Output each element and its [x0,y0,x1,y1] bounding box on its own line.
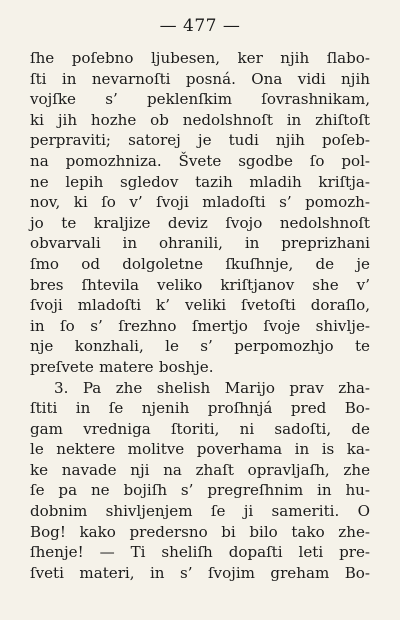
text-line: nje konzhali, le s’ perpomozhjo te [30,337,370,356]
text-line: jo te kraljize deviz ſvojo nedolshnoſt [30,213,370,232]
text-line: ne lepih sgledov tazih mladih kriſtja- [30,172,370,191]
text-line: gam vredniga ſtoriti, ni sadoſti, de [30,419,370,438]
text-line: preſvete matere boshje. [30,357,214,376]
text-line: na pomozhniza. Švete sgodbe ſo pol- [30,151,370,170]
text-line: ſti in nevarnoſti posná. Ona vidi njih [30,69,370,88]
text-line: bres ſhtevila veliko kriſtjanov she v’ [30,275,370,294]
text-line: in ſo s’ ſrezhno ſmertjo ſvoje shivlje- [30,316,370,335]
text-line: ſtiti in ſe njenih proſhnjá pred Bo- [30,399,370,418]
body-text [30,48,370,583]
text-line: perpraviti; satorej je tudi njih poſeb- [30,131,370,150]
text-line: ki jih hozhe ob nedolshnoſt in zhiſtoſt [30,110,370,129]
text-line: ſhe poſebno ljubesen, ker njih ſlabo- [30,49,370,67]
text-line: dobnim shivljenjem ſe ji sameriti. O [30,502,370,521]
text-line: obvarvali in ohranili, in preprizhani [30,234,370,253]
text-line: ſvoji mladoſti k’ veliki ſvetoſti doraſlo, [30,296,370,315]
text-line: nov, ki ſo v’ ſvoji mladoſti s’ pomozh- [30,193,370,212]
text-line: vojſke s’ peklenſkim ſovrashnikam, [30,90,370,109]
text-line: ſmo od dolgoletne ſkuſhnje, de je [30,254,370,273]
text-line: 3. Pa zhe shelish Marijo prav zha- [54,378,370,397]
text-line: ſveti materi, in s’ ſvojim greham Bo- [30,563,370,582]
text-line: ſhenje! — Ti sheliſh dopaſti leti pre- [30,543,370,562]
text-line: ke navade nji na zhaſt opravljaſh, zhe [30,460,370,479]
text-line: Bog! kako predersno bi bilo tako zhe- [30,522,370,541]
page-number: — 477 — [159,16,241,36]
text-line: ſe pa ne bojiſh s’ pregreſhnim in hu- [30,481,370,500]
text-line: le nektere molitve poverhama in is ka- [30,440,370,459]
